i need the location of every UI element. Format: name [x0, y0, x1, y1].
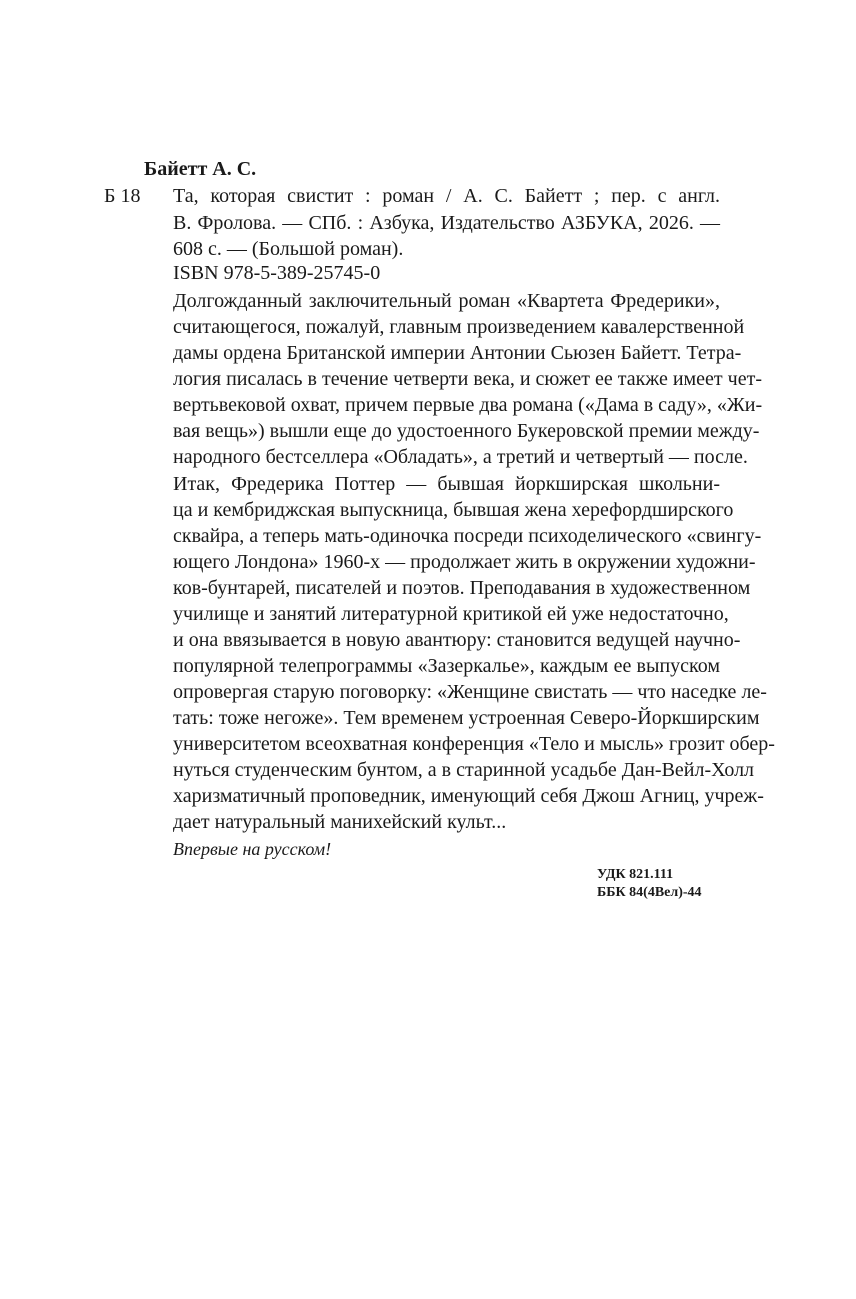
paragraph-line: логия писалась в течение четверти века, и сюжет ее также имеет чет-: [173, 368, 763, 390]
paragraph-line: Долгожданный заключительный роман «Квартета Фредерики»,: [173, 290, 720, 312]
author-heading: Байетт А. С.: [144, 158, 257, 180]
paragraph-line: вая вещь») вышли еще до удостоенного Букеровской премии между-: [173, 420, 760, 442]
isbn: ISBN 978-5-389-25745-0: [173, 262, 381, 284]
bibliographic-line: Та, которая свистит : роман / А. С. Байетт ; пер. с англ.: [173, 185, 720, 207]
paragraph-line: училище и занятий литературной критикой ей уже недостаточно,: [173, 603, 729, 625]
paragraph-line: народного бестселлера «Обладать», а третий и четвертый — после.: [173, 446, 748, 468]
udk-code: УДК 821.111: [597, 867, 674, 882]
paragraph-line: популярной телепрограммы «Зазеркалье», каждым ее выпуском: [173, 655, 720, 677]
paragraph-line: и она ввязывается в новую авантюру: становится ведущей научно-: [173, 629, 741, 651]
index-code: Б 18: [104, 185, 141, 207]
bibliographic-line: 608 с. — (Большой роман).: [173, 238, 404, 260]
paragraph-line: ца и кембриджская выпускница, бывшая жена херефордширского: [173, 499, 734, 521]
paragraph-line: считающегося, пожалуй, главным произведением кавалерственной: [173, 316, 745, 338]
paragraph-line: ков-бунтарей, писателей и поэтов. Преподавания в художественном: [173, 577, 751, 599]
paragraph-line: дает натуральный манихейский культ...: [173, 811, 507, 833]
paragraph-line: нуться студенческим бунтом, а в старинной усадьбе Дан-Вейл-Холл: [173, 759, 755, 781]
paragraph-line: сквайра, а теперь мать-одиночка посреди психоделического «свингу-: [173, 525, 762, 547]
paragraph-line: Итак, Фредерика Поттер — бывшая йоркширская школьни-: [173, 473, 720, 495]
paragraph-line: университетом всеохватная конференция «Тело и мысль» грозит обер-: [173, 733, 775, 755]
first-in-russian-note: Впервые на русском!: [173, 839, 332, 859]
paragraph-line: тать: тоже негоже». Тем временем устроенная Северо-Йоркширским: [173, 707, 760, 729]
paragraph-line: ющего Лондона» 1960-х — продолжает жить в окружении художни-: [173, 551, 756, 573]
classification-codes: [597, 866, 702, 902]
paragraph-line: дамы ордена Британской империи Антонии Сьюзен Байетт. Тетра-: [173, 342, 742, 364]
paragraph-line: опровергая старую поговорку: «Женщине свистать — что наседке ле-: [173, 681, 767, 703]
paragraph-line: вертьвековой охват, причем первые два романа («Дама в саду», «Жи-: [173, 394, 763, 416]
paragraph-line: харизматичный проповедник, именующий себя Джош Агниц, учреж-: [173, 785, 764, 807]
bbk-code: ББК 84(4Вел)-44: [597, 885, 702, 900]
bibliographic-line: В. Фролова. — СПб. : Азбука, Издательство АЗБУКА, 2026. —: [173, 212, 720, 234]
